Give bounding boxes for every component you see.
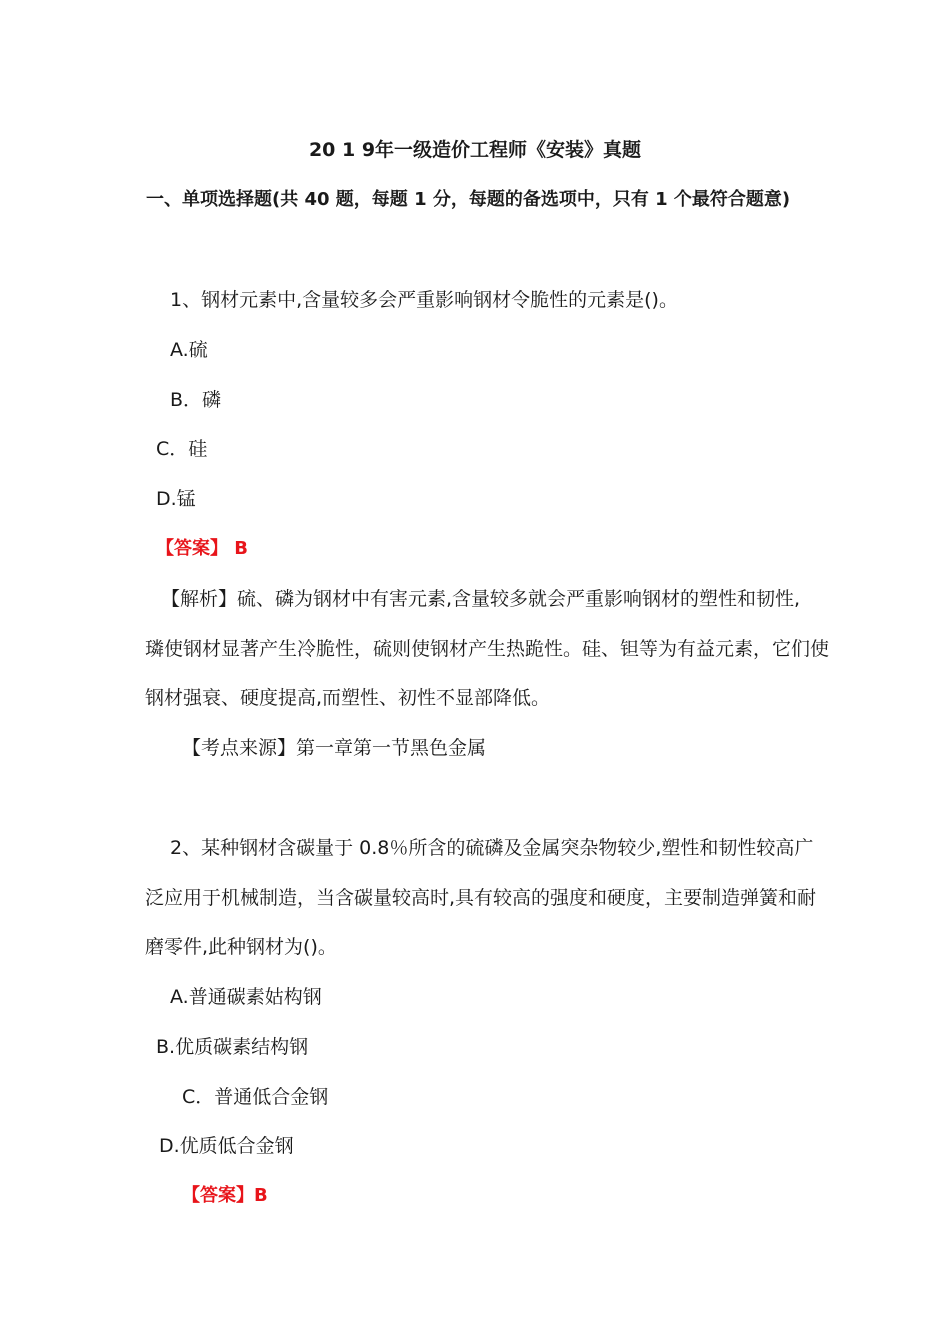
question-stem: 1、钢材元素中,含量较多会严重影响钢材令脆性的元素是()。: [170, 289, 678, 311]
option-d: D.优质低合金钢: [159, 1135, 294, 1157]
option-a: A.普通碳素姑构钢: [170, 986, 322, 1008]
source-note: 【考点来源】第一章第一节黑色金属: [182, 737, 487, 759]
answer-label: 【答案】B: [182, 1185, 268, 1206]
analysis-line: 钢材强衰、硬度提高,而塑性、初性不显部降低。: [145, 687, 551, 709]
answer-label: 【答案】 B: [156, 538, 248, 559]
question-stem: 泛应用于机械制造，当含碳量较高时,具有较高的强度和硬度，主要制造弹簧和耐: [145, 887, 817, 909]
page-title: 20 1 9年一级造价工程师《安装》真题: [308, 139, 642, 161]
question-stem: 2、某种钢材含碳量于 0.8％所含的硫磷及金属突杂物较少,塑性和韧性较高广: [170, 837, 814, 859]
section-heading: 一、单项选择题(共 40 题，每题 1 分，每题的备选项中，只有 1 个最符合题意): [146, 189, 791, 210]
option-c: C．普通低合金钢: [182, 1086, 329, 1108]
option-b: B.优质碳素结构钢: [156, 1036, 309, 1058]
option-a: A.硫: [170, 339, 208, 361]
option-d: D.锰: [156, 488, 196, 510]
question-stem: 磨零件,此种钢材为()。: [145, 936, 337, 958]
analysis-line: 璘使钢材显著产生冷脆性，硫则使钢材产生热跪性。硅、钽等为有益元素，它们使: [145, 638, 830, 660]
option-b: B．磷: [170, 389, 222, 411]
analysis-line: 【解析】硫、磷为钢材中有害元素,含量较多就会严重影响钢材的塑性和韧性,: [161, 588, 801, 610]
option-c: C．硅: [156, 438, 208, 460]
